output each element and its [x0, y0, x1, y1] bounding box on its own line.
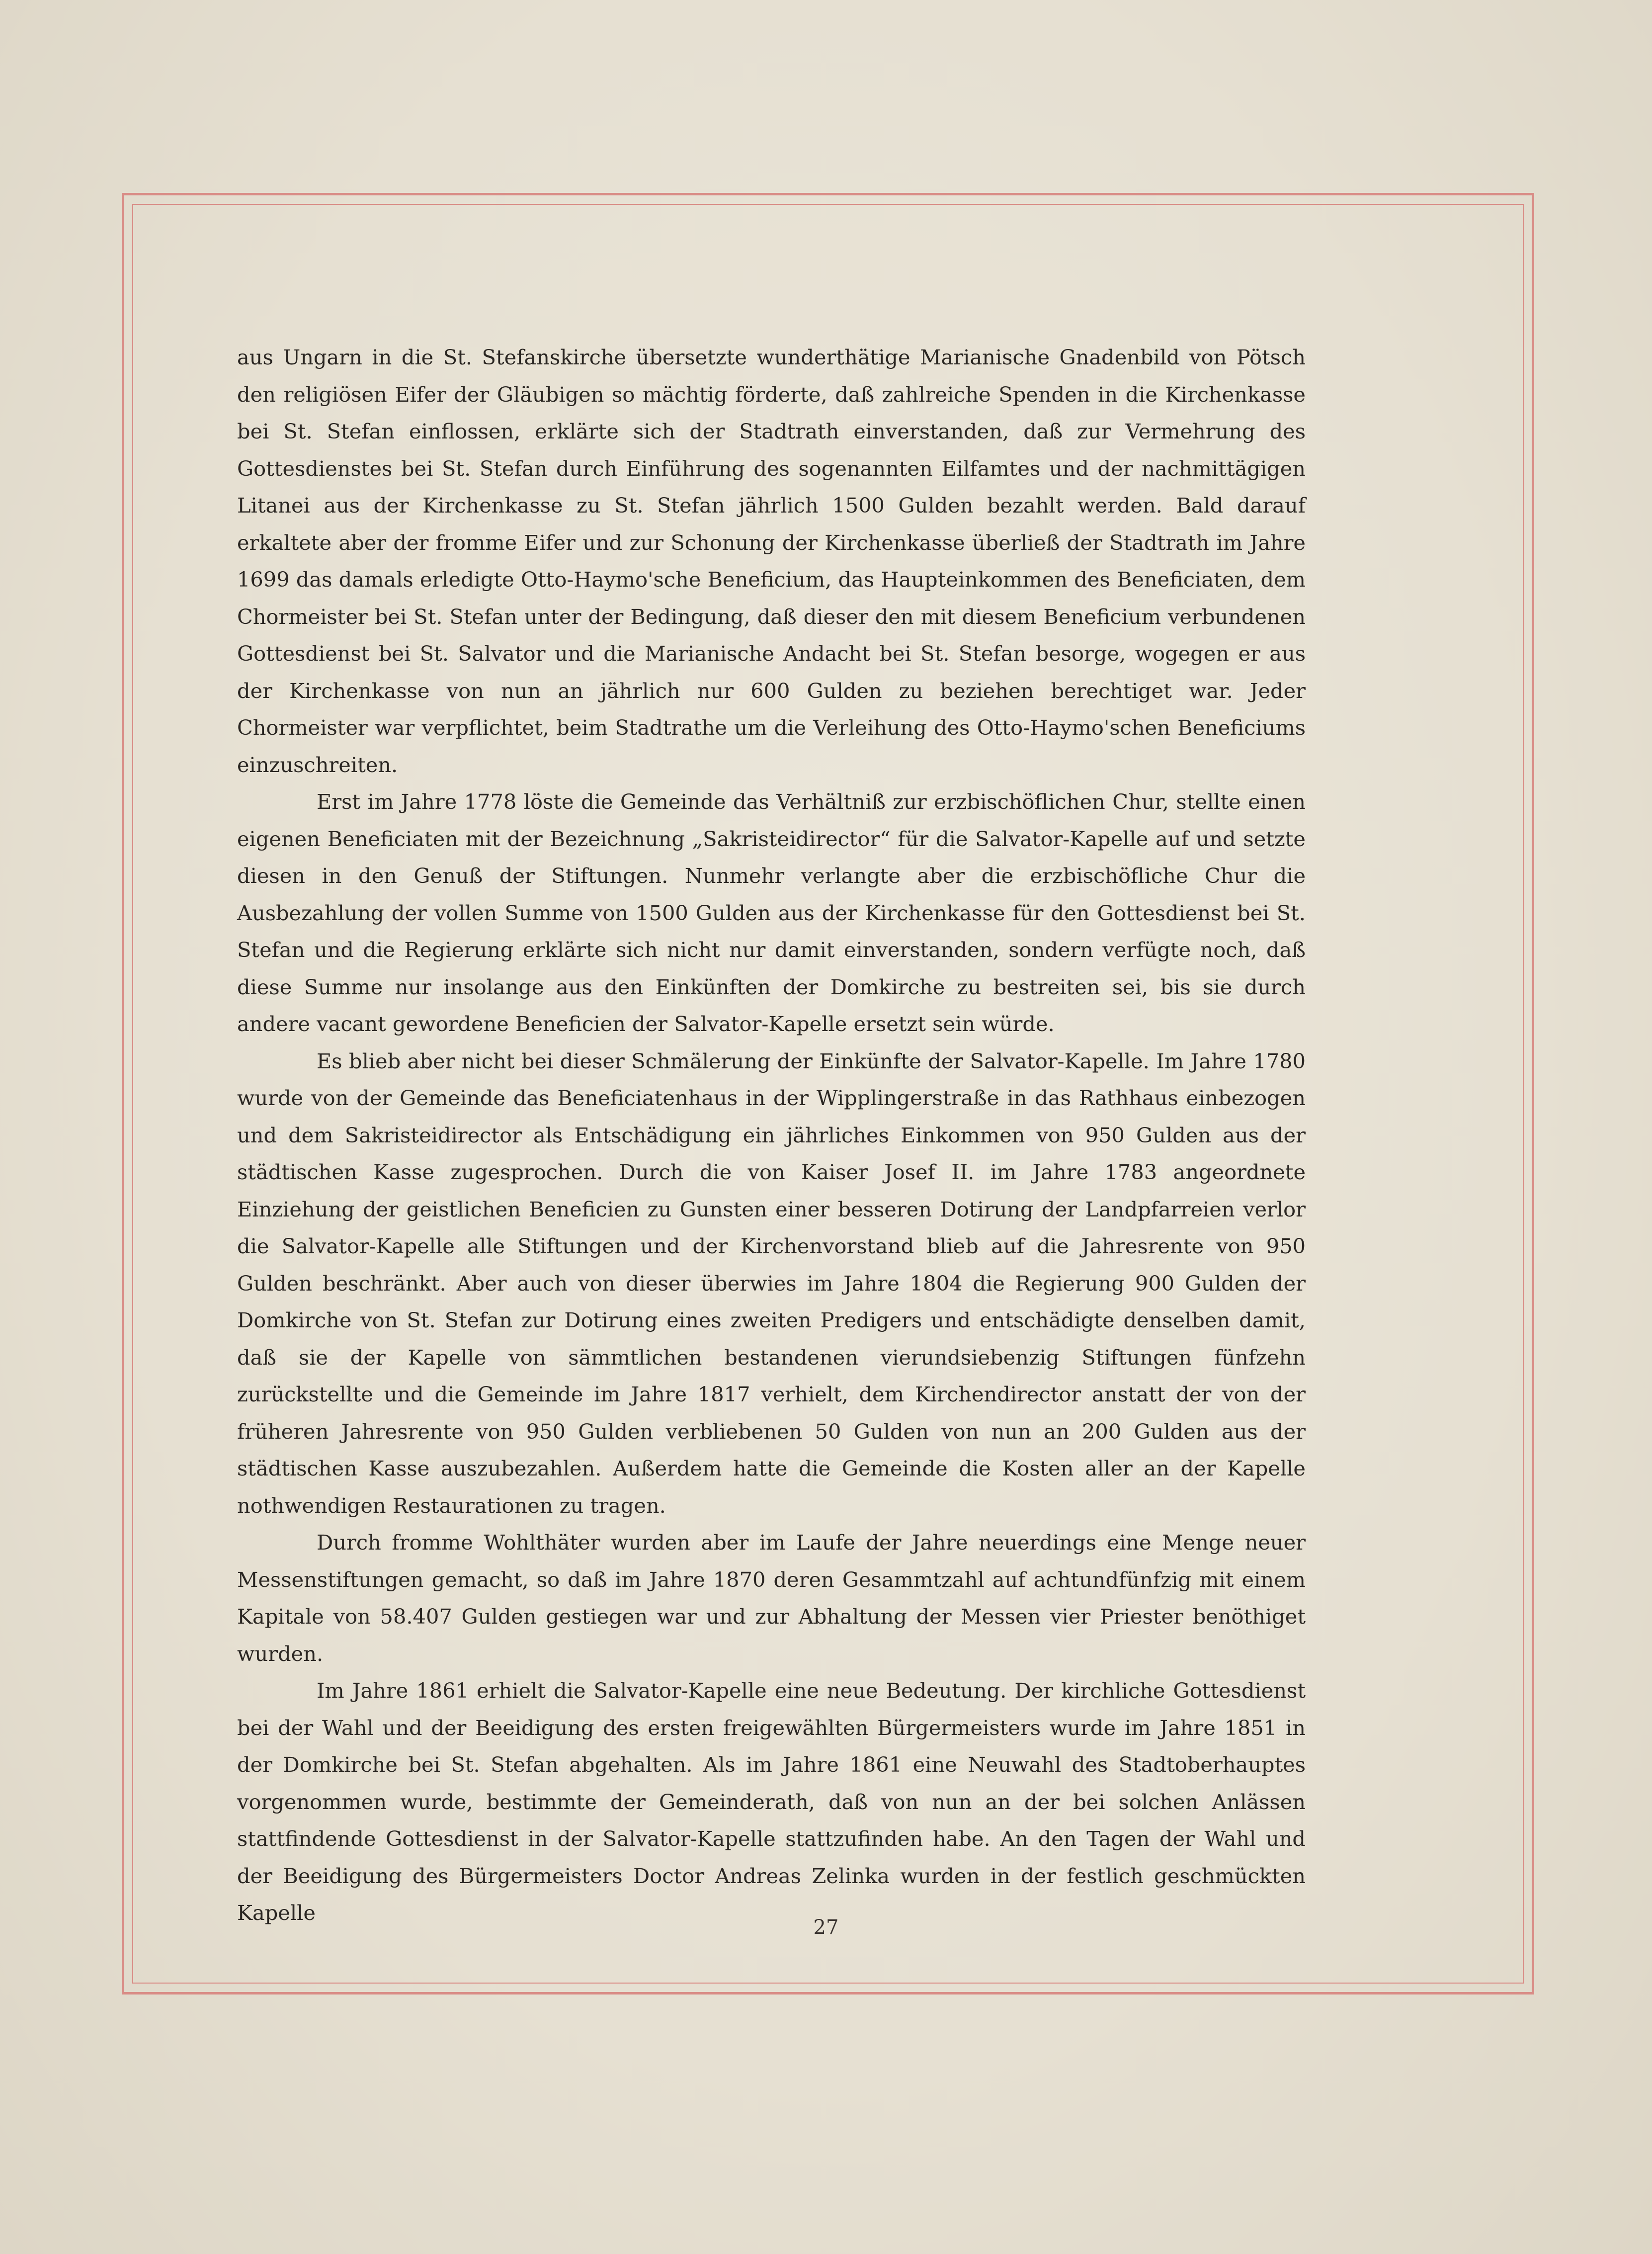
paragraph-4: Durch fromme Wohlthäter wurden aber im Laufe der Jahre neuerdings eine Menge neuer Messenstiftungen gemacht, so daß im Jahre 1870 deren Gesammtzahl auf achtundfünfzig mit einem Kapitale von 58.407 Gulden gestiegen war und zur Abhaltung der Messen vier Priester benöthiget wurden.: [237, 1530, 1306, 1666]
paragraph-3: Es blieb aber nicht bei dieser Schmälerung der Einkünfte der Salvator-Kapelle. Im Jahre 1780 wurde von der Gemeinde das Beneficiatenhaus in der Wipplingerstraße in das Rathhaus einbezogen und dem Sakristeidirector als Entschädigung ein jährliches Einkommen von 950 Gulden aus der städtischen Kasse zugesprochen. Durch die von Kaiser Josef II. im Jahre 1783 angeordnete Einziehung der geistlichen Beneficien zu Gunsten einer besseren Dotirung der Landpfarreien verlor die Salvator-Kapelle alle Stiftungen und der Kirchenvorstand blieb auf die Jahresrente von 950 Gulden beschränkt. Aber auch von dieser überwies im Jahre 1804 die Regierung 900 Gulden der Domkirche von St. Stefan zur Dotirung eines zweiten Predigers und entschädigte denselben damit, daß sie der Kapelle von sämmtlichen bestandenen vierundsiebenzig Stiftungen fünfzehn zurückstellte und die Gemeinde im Jahre 1817 verhielt, dem Kirchendirector anstatt der von der früheren Jahresrente von 950 Gulden verbliebenen 50 Gulden von nun an 200 Gulden aus der städtischen Kasse auszubezahlen. Außerdem hatte die Gemeinde die Kosten aller an der Kapelle nothwendigen Restaurationen zu tragen.: [237, 1048, 1306, 1518]
paragraph-1: aus Ungarn in die St. Stefanskirche übersetzte wunderthätige Marianische Gnadenbild von Pötsch den religiösen Eifer der Gläubigen so mächtig förderte, daß zahlreiche Spenden in die Kirchenkasse bei St. Stefan einflossen, erklärte sich der Stadtrath einverstanden, daß zur Vermehrung des Gottesdienstes bei St. Stefan durch Einführung des sogenannten Eilfamtes und der nachmittägigen Litanei aus der Kirchenkasse zu St. Stefan jährlich 1500 Gulden bezahlt werden. Bald darauf erkaltete aber der fromme Eifer und zur Schonung der Kirchenkasse überließ der Stadtrath im Jahre 1699 das damals erledigte Otto-Haymo'sche Beneficium, das Haupteinkommen des Beneficiaten, dem Chormeister bei St. Stefan unter der Bedingung, daß dieser den mit diesem Beneficium verbundenen Gottesdienst bei St. Salvator und die Marianische Andacht bei St. Stefan besorge, wogegen er aus der Kirchenkasse von nun an jährlich nur 600 Gulden zu beziehen berechtiget war. Jeder Chormeister war verpflichtet, beim Stadtrathe um die Verleihung des Otto-Haymo'schen Beneficiums einzuschreiten.: [237, 345, 1306, 777]
paragraph-2: Erst im Jahre 1778 löste die Gemeinde das Verhältniß zur erzbischöflichen Chur, stellte einen eigenen Beneficiaten mit der Bezeichnung „Sakristeidirector“ für die Salvator-Kapelle auf und setzte diesen in den Genuß der Stiftungen. Nunmehr verlangte aber die erzbischöfliche Chur die Ausbezahlung der vollen Summe von 1500 Gulden aus der Kirchenkasse für den Gottesdienst bei St. Stefan und die Regierung erklärte sich nicht nur damit einverstanden, sondern verfügte noch, daß diese Summe nur insolange aus den Einkünften der Domkirche zu bestreiten sei, bis sie durch andere vacant gewordene Beneficien der Salvator-Kapelle ersetzt sein würde.: [237, 789, 1306, 1036]
page-number: 27: [813, 1916, 839, 1939]
paragraph-5: Im Jahre 1861 erhielt die Salvator-Kapelle eine neue Bedeutung. Der kirchliche Gottesdienst bei der Wahl und der Beeidigung des ersten freigewählten Bürgermeisters wurde im Jahre 1851 in der Domkirche bei St. Stefan abgehalten. Als im Jahre 1861 eine Neuwahl des Stadtoberhauptes vorgenommen wurde, bestimmte der Gemeinderath, daß von nun an der bei solchen Anlässen stattfindende Gottesdienst in der Salvator-Kapelle stattzufinden habe. An den Tagen der Wahl und der Beeidigung des Bürgermeisters Doctor Andreas Zelinka wurden in der festlich geschmückten Kapelle: [237, 1678, 1306, 1925]
body-text: [237, 339, 1306, 1932]
